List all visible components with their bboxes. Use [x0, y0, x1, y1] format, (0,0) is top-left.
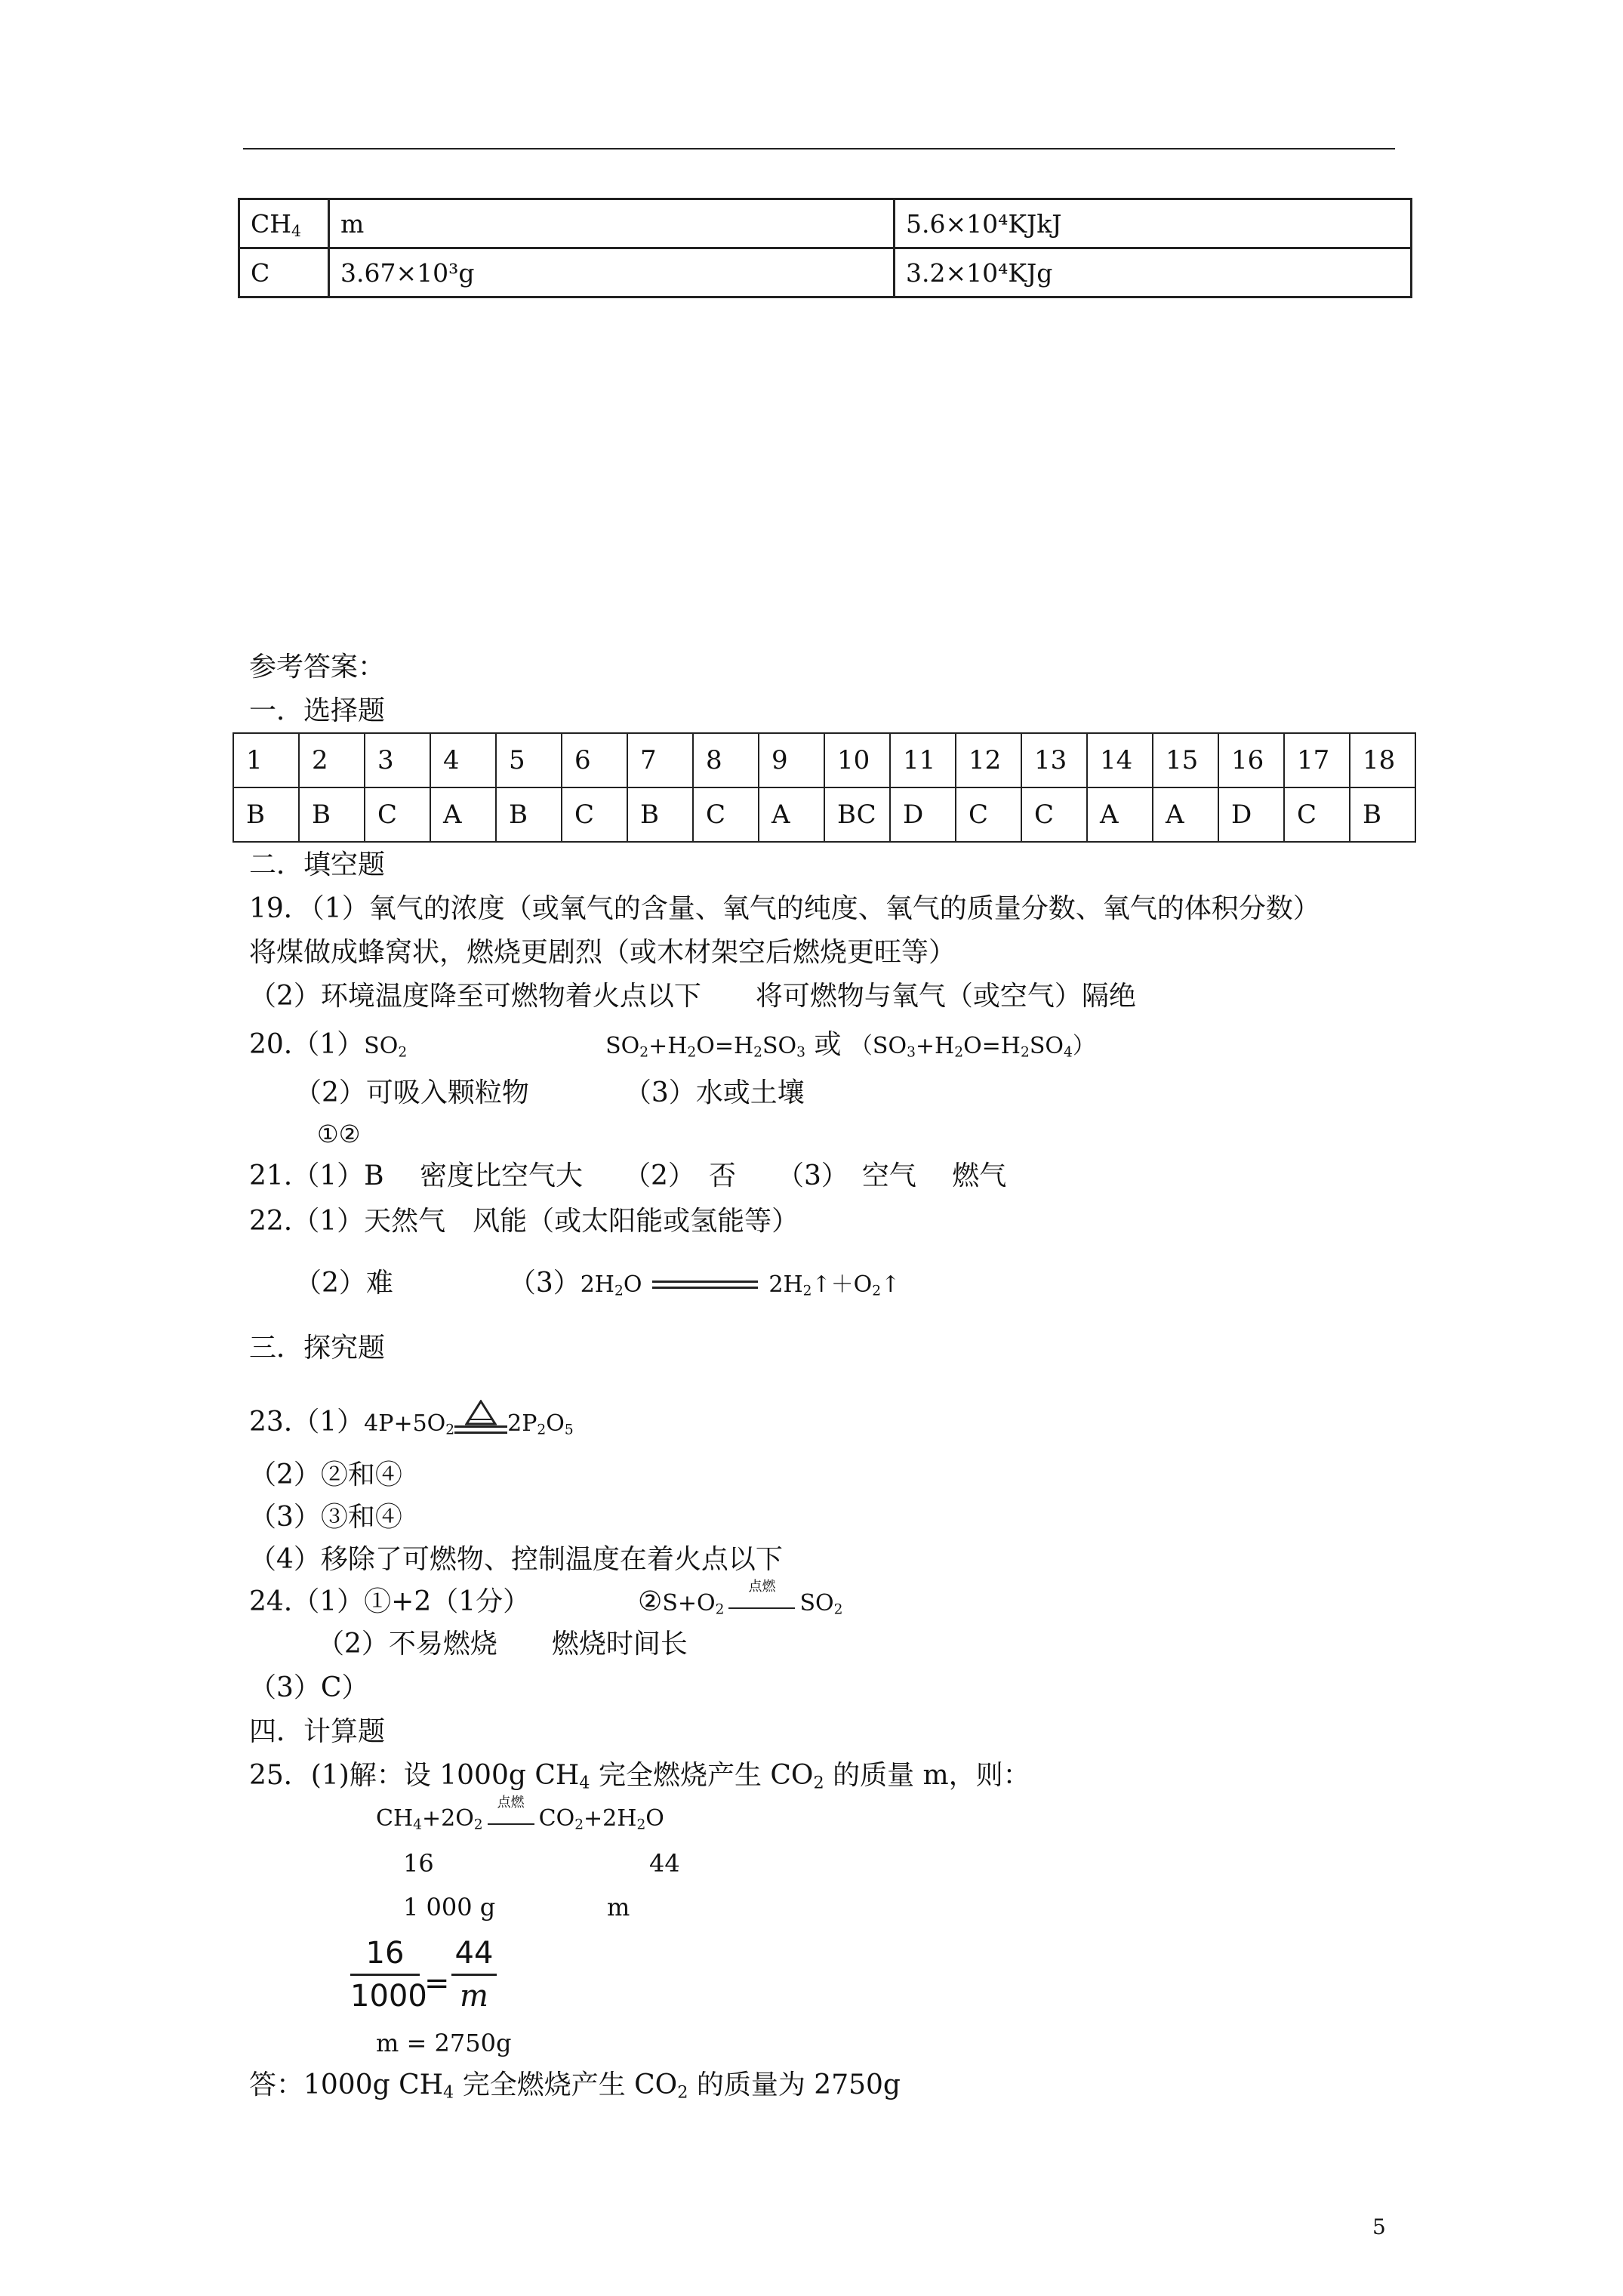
fuel-cell: C [239, 248, 329, 297]
fraction-right [451, 1936, 497, 2014]
answer-number-cell: 3 [365, 733, 430, 787]
answer-key-cell: D [1218, 787, 1284, 842]
final-answer: 答：1000g $CH_4$ 完全燃烧产生 $CO_2$ 的质量为 2750g [249, 2069, 901, 2103]
q25-intro-a: 25．(1)解：设 1000g CH [249, 1760, 580, 1791]
answer-key-cell: A [1087, 787, 1153, 842]
answer-key-cell: A [759, 787, 824, 842]
answer-number-cell: 9 [759, 733, 824, 787]
answer-key-cell: B [233, 787, 299, 842]
q25-ratio-16: 16 [403, 1849, 434, 1878]
equals-sign-icon [652, 1278, 758, 1292]
q25-ratio-44: 44 [649, 1849, 680, 1878]
answer-number-cell: 11 [890, 733, 956, 787]
answer-table [233, 732, 1416, 843]
answer-key-cell: D [890, 787, 956, 842]
q22-part1: 22.（1）天然气 风能（或太阳能或氢能等） [249, 1206, 799, 1237]
answer-number-cell: 10 [824, 733, 890, 787]
answer-number-cell: 2 [299, 733, 365, 787]
header-rule [243, 148, 1395, 149]
heat-cell: 5.6×10⁴KJkJ [895, 199, 1412, 248]
ignite-condition-icon [485, 1795, 537, 1831]
answer-key-cell: C [1021, 787, 1087, 842]
table-row [239, 248, 1412, 297]
answer-number-cell: 7 [627, 733, 693, 787]
section-calc-heading: 四．计算题 [249, 1716, 386, 1747]
q25-result: m = 2750g [376, 2029, 512, 2057]
q25-intro-c: 的质量 m，则： [824, 1760, 1030, 1791]
q20-part2: （2）可吸入颗粒物 （3）水或土壤 [294, 1077, 805, 1108]
answer-number-cell: 4 [430, 733, 496, 787]
condition-label: 点燃 [497, 1795, 525, 1811]
answer-number-cell: 15 [1153, 733, 1218, 787]
answer-number-cell: 18 [1350, 733, 1415, 787]
answer-key-cell: C [365, 787, 430, 842]
answer-key-cell: B [299, 787, 365, 842]
answer-key-cell: B [627, 787, 693, 842]
q23-part1: $23.(1)4P+5O_2$ $2P_2O_5$ [249, 1409, 574, 1439]
answer-key-cell: A [1153, 787, 1218, 842]
fraction-den-right: m [460, 1979, 488, 2014]
q20-circled: ①② [317, 1120, 361, 1148]
q20-part1: $20.(1)SO_2$ $SO_2+H_2O=H_2SO_3$ 或 $(SO_3+H_2O=H_2SO_4)$ [249, 1029, 1095, 1061]
section-explore-heading: 三．探究题 [249, 1333, 386, 1364]
answer-number-cell: 5 [496, 733, 562, 787]
answer-key-cell: C [1284, 787, 1350, 842]
q22-2-label: （2）难 [294, 1268, 393, 1299]
q25-mass-1000: 1 000 g [403, 1893, 496, 1922]
answer-key-cell: B [1350, 787, 1415, 842]
q24-circ2: ② [638, 1586, 663, 1617]
answer-number-cell: 1 [233, 733, 299, 787]
answer-number-row [233, 733, 1415, 787]
q24-part3: （3）C） [249, 1672, 369, 1703]
q22-3-label: （3） [508, 1268, 581, 1299]
fraction-left [350, 1936, 427, 2014]
answer-number-cell: 6 [562, 733, 627, 787]
answer-number-cell: 8 [693, 733, 759, 787]
mass-cell: 3.67×10³g [329, 248, 895, 297]
answer-key-cell: C [693, 787, 759, 842]
q23-prefix: 23.（1） [249, 1407, 365, 1438]
final-answer-a: 答：1000g CH [249, 2069, 444, 2100]
answer-number-cell: 14 [1087, 733, 1153, 787]
page-number: 5 [1372, 2214, 1386, 2239]
fuel-table [238, 198, 1412, 298]
q25-intro-b: 完全燃烧产生 CO [590, 1760, 814, 1791]
fraction-num-right: 44 [454, 1936, 494, 1971]
answer-key-cell: C [956, 787, 1021, 842]
reference-heading: 参考答案： [249, 652, 386, 683]
table-row [239, 199, 1412, 248]
q23-part4: （4）移除了可燃物、控制温度在着火点以下 [249, 1544, 783, 1575]
heat-condition-icon [454, 1409, 507, 1439]
answer-number-cell: 12 [956, 733, 1021, 787]
q20-prefix: 20.（1） [249, 1029, 365, 1060]
answer-key-cell: BC [824, 787, 890, 842]
answer-key-cell: C [562, 787, 627, 842]
q19-part1-cont: 将煤做成蜂窝状，燃烧更剧烈（或木材架空后燃烧更旺等） [249, 937, 956, 968]
q23-part3: （3）③和④ [249, 1502, 402, 1533]
section-choice-heading: 一．选择题 [249, 695, 386, 726]
q22-part2: （2）难 $(3)2H_2O$ $2H_2↑+O_2↑$ [294, 1268, 901, 1299]
q24-part2: （2）不易燃烧 燃烧时间长 [317, 1629, 688, 1660]
q21: 21.（1）B 密度比空气大 （2） 否 （3） 空气 燃气 [249, 1160, 1007, 1191]
answer-number-cell: 16 [1218, 733, 1284, 787]
answer-key-row [233, 787, 1415, 842]
q24-prefix: 24.（1）①+2（1分） [249, 1586, 531, 1617]
answer-key-cell: A [430, 787, 496, 842]
condition-label: 点燃 [748, 1579, 776, 1595]
q25-equation: $CH_4+2O_2$ 点燃 $CO_2+2H_2O$ [376, 1795, 664, 1833]
answer-number-cell: 17 [1284, 733, 1350, 787]
fraction-den-left: 1000 [350, 1979, 427, 2014]
fraction-equals: = [424, 1966, 450, 2001]
q19-part2: （2）环境温度降至可燃物着火点以下 将可燃物与氧气（或空气）隔绝 [249, 981, 1136, 1012]
q23-part2: （2）②和④ [249, 1459, 402, 1490]
mass-cell: m [329, 199, 895, 248]
ignite-condition-icon [725, 1579, 798, 1615]
fraction-num-left: 16 [365, 1936, 405, 1971]
q25-intro: 25．(1)解：设 1000g $CH_4$ 完全燃烧产生 $CO_2$ 的质量 m，则： [249, 1760, 1030, 1793]
final-answer-c: 的质量为 2750g [688, 2069, 901, 2100]
q19-part1: 19．（1）氧气的浓度（或氧气的含量、氧气的纯度、氧气的质量分数、氧气的体积分数） [249, 893, 1320, 924]
fuel-cell: $CH_4$ [239, 199, 329, 248]
q20-or: 或 [814, 1029, 842, 1060]
q25-mass-m: m [607, 1893, 630, 1922]
final-answer-b: 完全燃烧产生 CO [454, 2069, 678, 2100]
section-fill-heading: 二．填空题 [249, 849, 386, 880]
answer-number-cell: 13 [1021, 733, 1087, 787]
answer-key-cell: B [496, 787, 562, 842]
heat-cell: 3.2×10⁴KJg [895, 248, 1412, 297]
q24-part1: 24.（1）①+2（1分） $②S+O_2$ 点燃 $SO_2$ [249, 1579, 843, 1618]
